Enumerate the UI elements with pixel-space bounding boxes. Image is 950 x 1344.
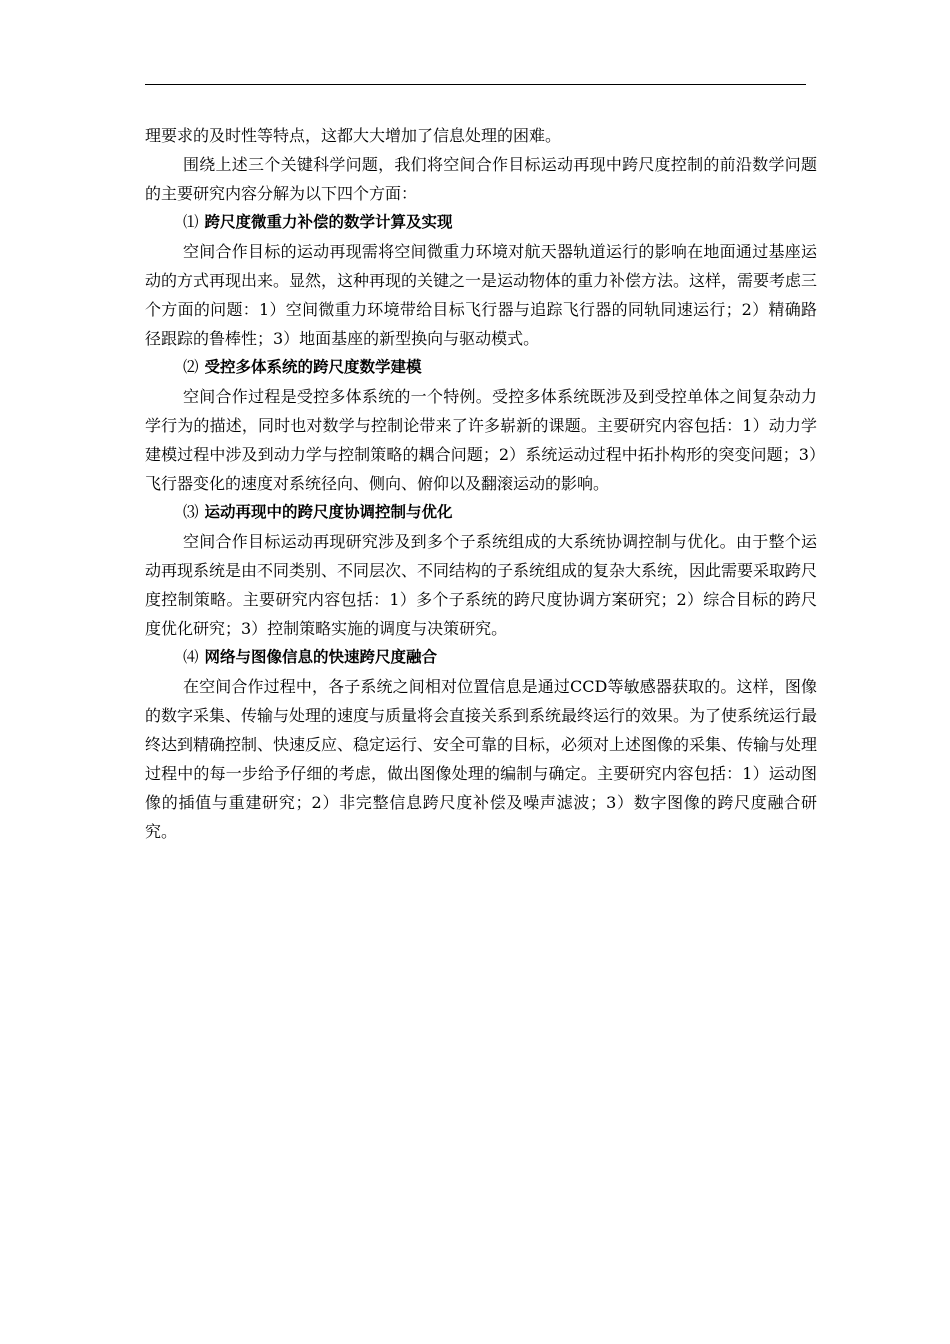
paragraph-continuation: 理要求的及时性等特点，这都大大增加了信息处理的困难。 <box>145 126 562 145</box>
header-rule <box>145 84 806 85</box>
paragraph-section-3: 空间合作目标运动再现研究涉及到多个子系统组成的大系统协调控制与优化。由于整个运动再现系统是由不同类别、不同层次、不同结构的子系统组成的复杂大系统，因此需要采取跨尺度控制策略。主要研究内容包括：1）多个子系统的跨尺度协调方案研究；2）综合目标的跨尺度优化研究；3）控制策略实施的调度与决策研究。 <box>145 532 818 638</box>
document-body <box>145 121 817 846</box>
section-heading-1 <box>145 208 817 237</box>
section-title: 受控多体系统的跨尺度数学建模 <box>204 358 422 376</box>
section-number: ⑴ <box>183 213 199 231</box>
section-number: ⑵ <box>183 358 199 376</box>
paragraph-intro: 围绕上述三个关键科学问题，我们将空间合作目标运动再现中跨尺度控制的前沿数学问题的主要研究内容分解为以下四个方面： <box>145 155 817 203</box>
paragraph-section-1: 空间合作目标的运动再现需将空间微重力环境对航天器轨道运行的影响在地面通过基座运动的方式再现出来。显然，这种再现的关键之一是运动物体的重力补偿方法。这样，需要考虑三个方面的问题：1）空间微重力环境带给目标飞行器与追踪飞行器的同轨同速运行；2）精确路径跟踪的鲁棒性；3）地面基座的新型换向与驱动模式。 <box>145 242 818 348</box>
section-heading-3 <box>145 498 817 527</box>
section-title: 跨尺度微重力补偿的数学计算及实现 <box>204 213 453 231</box>
section-title: 网络与图像信息的快速跨尺度融合 <box>204 648 438 666</box>
section-title: 运动再现中的跨尺度协调控制与优化 <box>204 503 453 521</box>
section-heading-4 <box>145 643 817 672</box>
paragraph-section-4: 在空间合作过程中，各子系统之间相对位置信息是通过CCD等敏感器获取的。这样，图像的数字采集、传输与处理的速度与质量将会直接关系到系统最终运行的效果。为了使系统运行最终达到精确控制、快速反应、稳定运行、安全可靠的目标，必须对上述图像的采集、传输与处理过程中的每一步给予仔细的考虑，做出图像处理的编制与确定。主要研究内容包括：1）运动图像的插值与重建研究；2）非完整信息跨尺度补偿及噪声滤波；3）数字图像的跨尺度融合研究。 <box>145 677 818 841</box>
section-heading-2 <box>145 353 817 382</box>
paragraph-section-2: 空间合作过程是受控多体系统的一个特例。受控多体系统既涉及到受控单体之间复杂动力学行为的描述，同时也对数学与控制论带来了许多崭新的课题。主要研究内容包括：1）动力学建模过程中涉及到动力学与控制策略的耦合问题；2）系统运动过程中拓扑构形的突变问题；3）飞行器变化的速度对系统径向、侧向、俯仰以及翻滚运动的影响。 <box>145 387 817 493</box>
section-number: ⑶ <box>183 503 199 521</box>
section-number: ⑷ <box>183 648 199 666</box>
